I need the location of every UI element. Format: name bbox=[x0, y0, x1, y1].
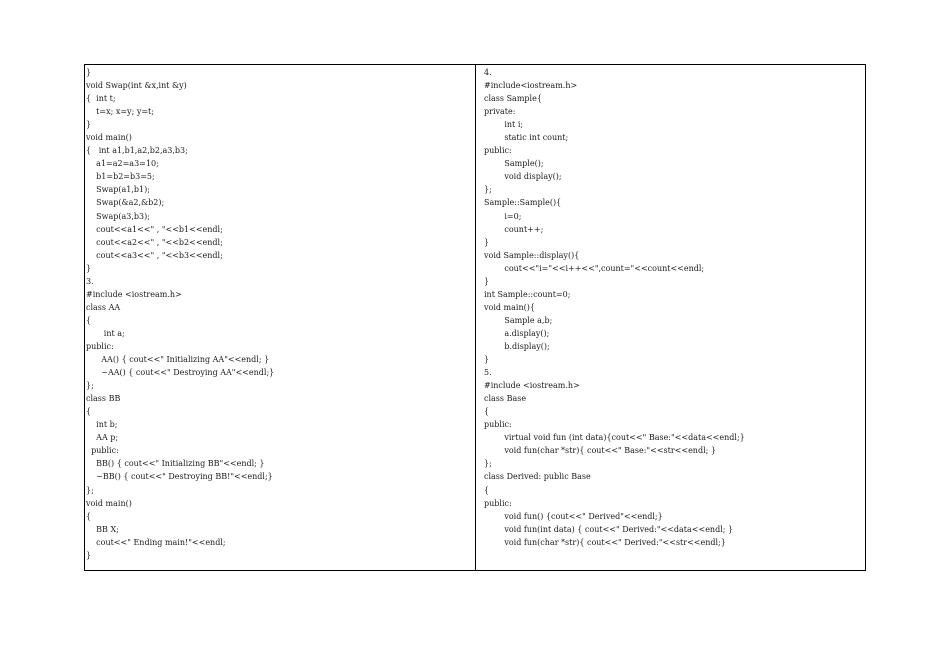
code-line: }; bbox=[86, 381, 94, 391]
code-line: Sample a,b; bbox=[484, 315, 553, 325]
code-line: }; bbox=[484, 459, 492, 469]
code-line: } bbox=[86, 550, 92, 560]
code-line: ~BB() { cout<<" Destroying BB!"<<endl;} bbox=[86, 472, 273, 482]
code-line: Swap(a3,b3); bbox=[86, 211, 150, 221]
code-line: class Base bbox=[484, 394, 527, 404]
code-line: #include <iostream.h> bbox=[86, 289, 182, 299]
code-line: class BB bbox=[86, 394, 121, 404]
code-line: 3. bbox=[86, 276, 94, 286]
code-line: public: bbox=[484, 146, 512, 156]
code-line: virtual void fun (int data){cout<<" Base:"<<data<<endl;} bbox=[484, 433, 745, 443]
code-line: { bbox=[484, 485, 490, 495]
code-line: { bbox=[86, 511, 92, 521]
code-line: void fun() {cout<<" Derived"<<endl;} bbox=[484, 511, 663, 521]
code-line: public: bbox=[484, 420, 512, 430]
code-line: i=0; bbox=[484, 211, 522, 221]
code-line: 5. bbox=[484, 368, 492, 378]
code-line: int b; bbox=[86, 420, 118, 430]
code-line: void main() bbox=[86, 133, 132, 143]
code-line: Swap(&a2,&b2); bbox=[86, 198, 165, 208]
code-line: void fun(int data) { cout<<" Derived:"<<data<<endl; } bbox=[484, 524, 734, 534]
code-line: public: bbox=[86, 446, 119, 456]
code-line: { bbox=[86, 315, 92, 325]
code-line: }; bbox=[86, 485, 94, 495]
code-line: } bbox=[86, 120, 92, 130]
right-code-lines bbox=[476, 66, 745, 549]
code-line: public: bbox=[484, 498, 512, 508]
code-line: AA p; bbox=[86, 433, 119, 443]
code-line: { bbox=[86, 407, 92, 417]
code-line: count++; bbox=[484, 224, 544, 234]
code-line: b.display(); bbox=[484, 341, 550, 351]
code-listing-table bbox=[84, 64, 866, 571]
right-code-column bbox=[476, 65, 865, 570]
code-line: cout<<a3<<" , "<<b3<<endl; bbox=[86, 250, 223, 260]
left-code-column bbox=[85, 65, 476, 570]
code-line: Sample::Sample(){ bbox=[484, 198, 562, 208]
code-line: a.display(); bbox=[484, 328, 550, 338]
code-line: private: bbox=[484, 107, 516, 117]
code-line: void Sample::display(){ bbox=[484, 250, 580, 260]
code-line: Swap(a1,b1); bbox=[86, 185, 150, 195]
code-line: void Swap(int &x,int &y) bbox=[86, 81, 187, 91]
code-line: } bbox=[484, 276, 490, 286]
code-line: BB() { cout<<" Initializing BB"<<endl; } bbox=[86, 459, 265, 469]
code-line: b1=b2=b3=5; bbox=[86, 172, 155, 182]
code-line: void main() bbox=[86, 498, 132, 508]
code-line: void display(); bbox=[484, 172, 562, 182]
code-line: cout<<" Ending main!"<<endl; bbox=[86, 537, 226, 547]
code-line: Sample(); bbox=[484, 159, 544, 169]
code-line: void main(){ bbox=[484, 302, 535, 312]
code-line: ~AA() { cout<<" Destroying AA"<<endl;} bbox=[86, 368, 275, 378]
code-line: cout<<"i="<<i++<<",count="<<count<<endl; bbox=[484, 263, 705, 273]
code-line: int i; bbox=[484, 120, 524, 130]
code-line: #include <iostream.h> bbox=[484, 381, 580, 391]
code-line: t=x; x=y; y=t; bbox=[86, 107, 154, 117]
code-line: } bbox=[484, 237, 490, 247]
code-line: static int count; bbox=[484, 133, 569, 143]
code-line: class AA bbox=[86, 302, 121, 312]
code-line: { bbox=[484, 407, 490, 417]
code-line: cout<<a1<<" , "<<b1<<endl; bbox=[86, 224, 223, 234]
code-line: { int t; bbox=[86, 94, 116, 104]
code-line: { int a1,b1,a2,b2,a3,b3; bbox=[86, 146, 188, 156]
code-line: 4. bbox=[484, 68, 492, 77]
code-line: AA() { cout<<" Initializing AA"<<endl; } bbox=[86, 355, 270, 365]
code-line: public: bbox=[86, 341, 114, 351]
code-line: } bbox=[86, 263, 92, 273]
code-line: a1=a2=a3=10; bbox=[86, 159, 159, 169]
code-line: BB X; bbox=[86, 524, 119, 534]
code-line: } bbox=[86, 68, 92, 77]
code-line: int a; bbox=[86, 328, 125, 338]
code-line: void fun(char *str){ cout<<" Base:"<<str<<endl; } bbox=[484, 446, 716, 456]
code-line: class Sample{ bbox=[484, 94, 542, 104]
code-line: int Sample::count=0; bbox=[484, 289, 571, 299]
code-line: } bbox=[484, 355, 490, 365]
code-line: void fun(char *str){ cout<<" Derived:"<<str<<endl;} bbox=[484, 537, 726, 547]
left-code-lines bbox=[85, 66, 274, 562]
code-line: class Derived: public Base bbox=[484, 472, 591, 482]
code-line: cout<<a2<<" , "<<b2<<endl; bbox=[86, 237, 223, 247]
code-line: #include<iostream.h> bbox=[484, 81, 578, 91]
code-line: }; bbox=[484, 185, 492, 195]
